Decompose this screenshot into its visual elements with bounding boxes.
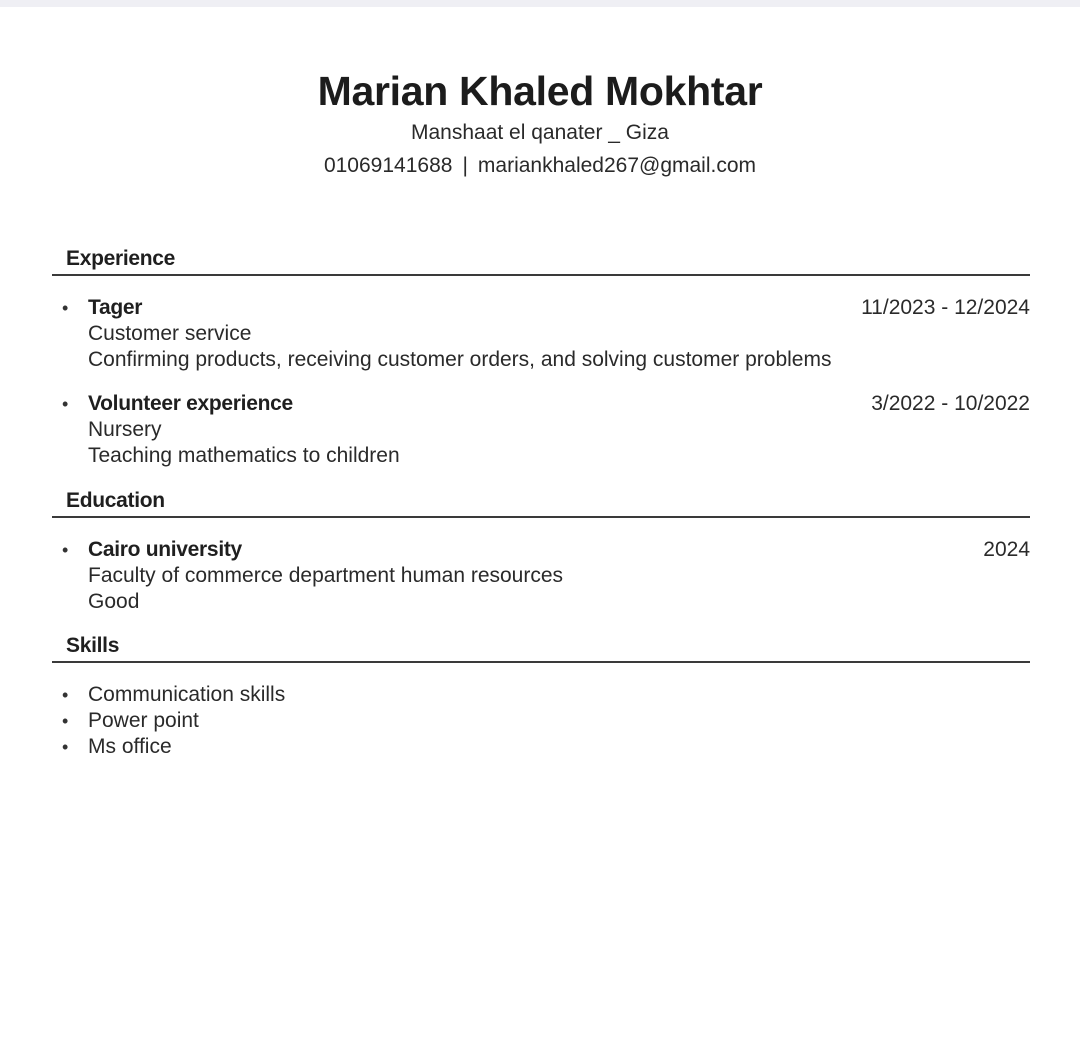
skill-item [52, 682, 1030, 708]
top-status-strip [0, 0, 1080, 7]
bullet: • [62, 540, 69, 560]
job-title: Volunteer experience [88, 392, 293, 415]
job-description: Confirming products, receiving customer orders, and solving customer problems [88, 348, 832, 371]
education-entry [52, 537, 1030, 615]
education-detail: Faculty of commerce department human resources [88, 564, 564, 587]
school-name: Cairo university [88, 538, 242, 561]
bullet: • [62, 394, 69, 414]
skill-item [52, 708, 1030, 734]
job-dates: 3/2022 - 10/2022 [871, 392, 1030, 415]
bullet: • [62, 685, 69, 705]
job-dates: 11/2023 - 12/2024 [861, 296, 1030, 319]
education-heading: Education [52, 487, 1030, 518]
phone-number[interactable]: 01069141688 [323, 154, 453, 177]
skill-label: Ms office [88, 735, 172, 758]
contact-line [0, 151, 1080, 181]
job-role: Customer service [88, 322, 252, 345]
job-description: Teaching mathematics to children [88, 444, 400, 467]
graduation-year: 2024 [983, 538, 1030, 561]
job-title: Tager [88, 296, 143, 319]
candidate-address: Manshaat el qanater _ Giza [411, 121, 669, 144]
email-address[interactable]: mariankhaled267@gmail.com [477, 154, 757, 177]
experience-entry [52, 295, 1030, 373]
job-role: Nursery [88, 418, 162, 441]
skill-label: Power point [88, 709, 199, 732]
candidate-name: Marian Khaled Mokhtar [317, 68, 763, 114]
experience-heading: Experience [52, 245, 1030, 276]
resume-header [0, 66, 1080, 181]
bullet: • [62, 711, 69, 731]
contact-separator: | [462, 154, 468, 177]
skill-item [52, 734, 1030, 760]
experience-entry [52, 391, 1030, 469]
skills-heading: Skills [52, 632, 1030, 663]
bullet: • [62, 298, 69, 318]
education-grade: Good [88, 590, 140, 613]
skill-label: Communication skills [88, 683, 286, 706]
bullet: • [62, 737, 69, 757]
